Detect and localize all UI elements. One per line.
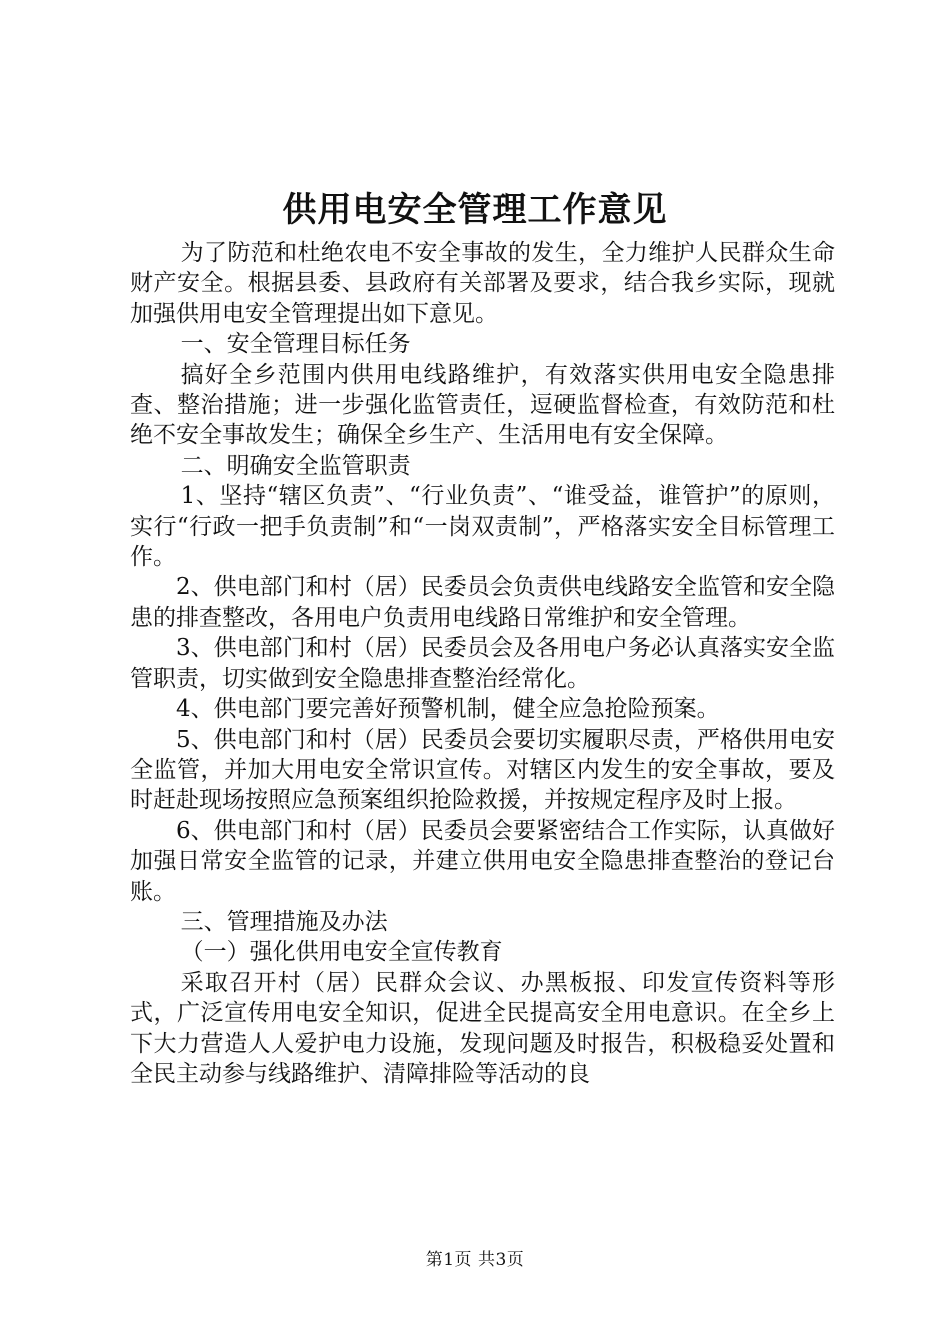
section-heading-1: 一、安全管理目标任务 — [180, 331, 411, 358]
section-heading-3: 三、管理措施及办法 — [180, 908, 388, 935]
list-item-3: 3、供电部门和村（居）民委员会及各用电户务必认真落实安全监管职责，切实做到安全隐患排查整治经常化。 — [130, 635, 835, 692]
list-item-1: 1、坚持“辖区负责”、“行业负责”、“谁受益，谁管护”的原则，实行“行政一把手负责制”和“一岗双责制”，严格落实安全目标管理工作。 — [130, 483, 835, 571]
subsection-heading-1: （一）强化供用电安全宣传教育 — [180, 939, 503, 966]
document-title: 供用电安全管理工作意见 — [282, 190, 668, 230]
document-body — [130, 238, 835, 1089]
paragraph-goals: 搞好全乡范围内供用电线路维护，有效落实供用电安全隐患排查、整治措施；进一步强化监管责任，逗硬监督检查，有效防范和杜绝不安全事故发生；确保全乡生产、生活用电有安全保障。 — [130, 361, 835, 449]
list-item-2: 2、供电部门和村（居）民委员会负责供电线路安全监管和安全隐患的排查整改，各用电户负责用电线路日常维护和安全管理。 — [130, 574, 835, 631]
page-number: 第1页 共3页 — [425, 1250, 525, 1270]
list-item-6: 6、供电部门和村（居）民委员会要紧密结合工作实际，认真做好加强日常安全监管的记录，并建立供用电安全隐患排查整治的登记台账。 — [130, 817, 835, 905]
list-item-5: 5、供电部门和村（居）民委员会要切实履职尽责，严格供用电安全监管，并加大用电安全常识宣传。对辖区内发生的安全事故，要及时赶赴现场按照应急预案组织抢险救援，并按规定程序及时上报。 — [130, 726, 835, 814]
section-heading-2: 二、明确安全监管职责 — [180, 452, 411, 479]
list-item-4: 4、供电部门要完善好预警机制，健全应急抢险预案。 — [176, 696, 720, 723]
paragraph-publicity: 采取召开村（居）民群众会议、办黑板报、印发宣传资料等形式，广泛宣传用电安全知识，促进全民提高安全用电意识。在全乡上下大力营造人人爱护电力设施，发现问题及时报告，积极稳妥处置和全民主动参与线路维护、清障排险等活动的良 — [130, 969, 835, 1087]
paragraph-intro: 为了防范和杜绝农电不安全事故的发生，全力维护人民群众生命财产安全。根据县委、县政府有关部署及要求，结合我乡实际，现就加强供用电安全管理提出如下意见。 — [130, 240, 835, 327]
